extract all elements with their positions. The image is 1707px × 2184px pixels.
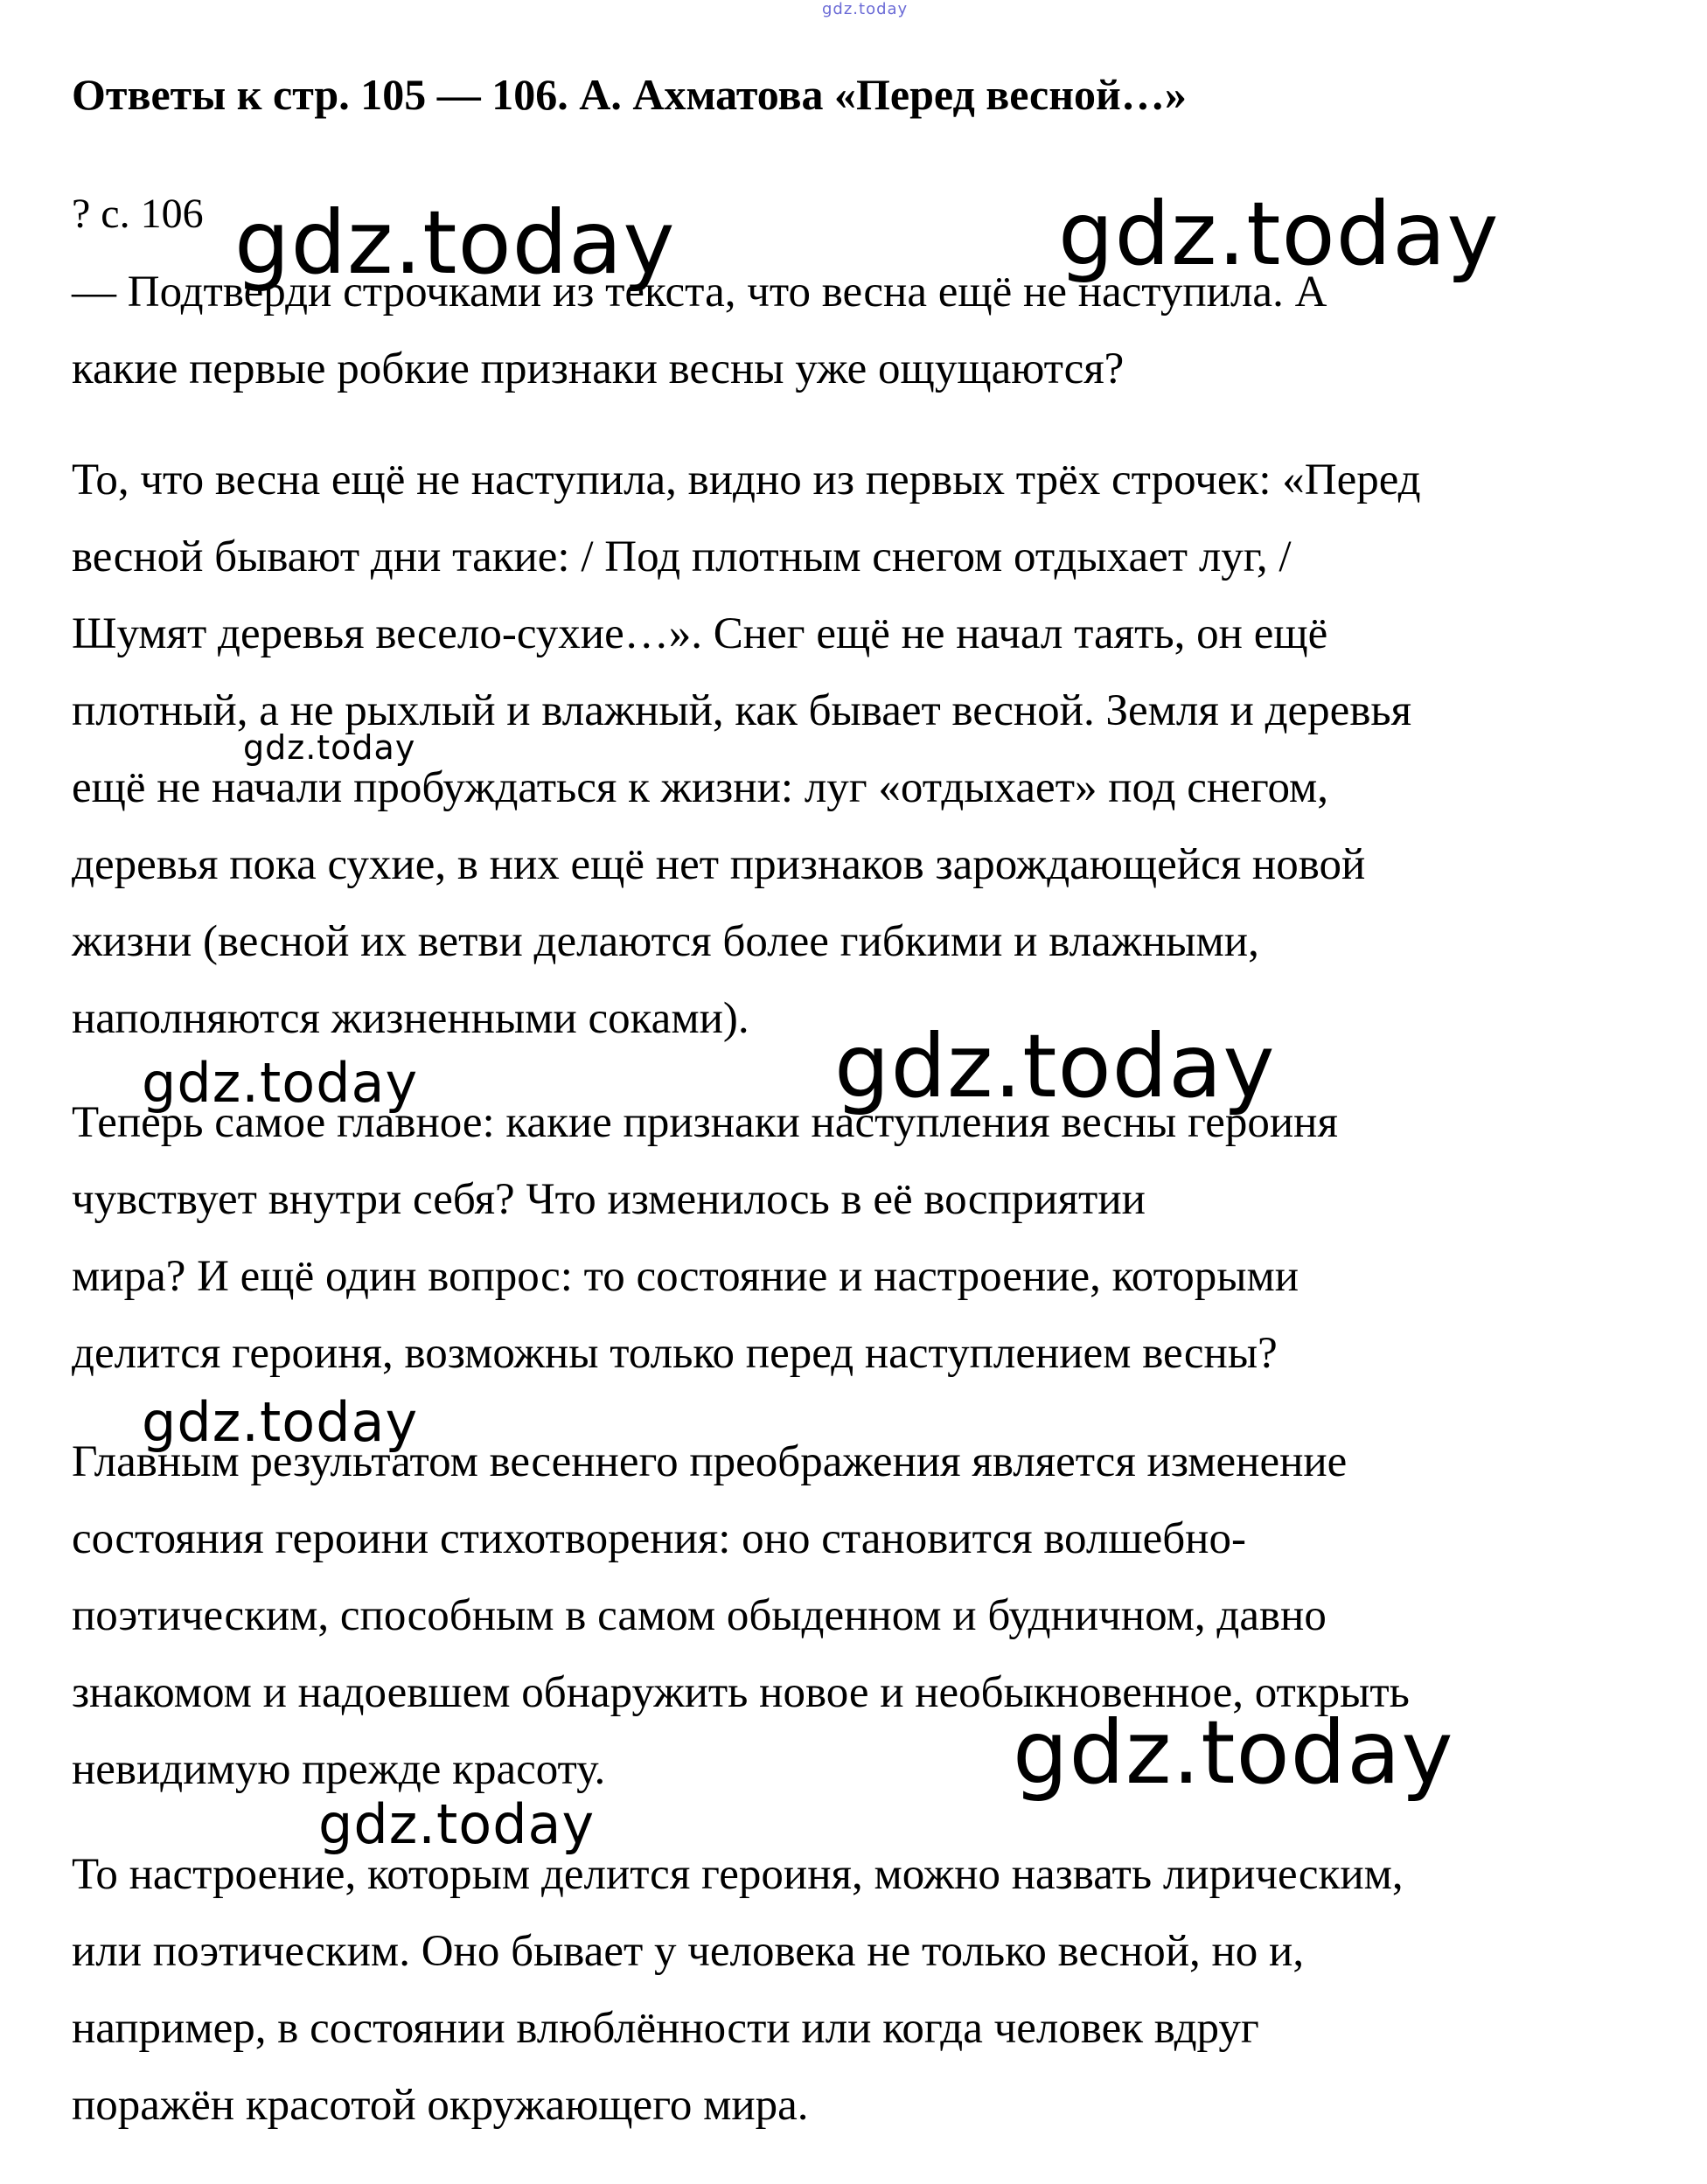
- answer-paragraph-3: [72, 1836, 1663, 2144]
- text-line: или поэтическим. Оно бывает у человека не только весной, но и,: [72, 1927, 1305, 1976]
- watermark: gdz.today: [142, 1051, 419, 1115]
- text-line: состояния героини стихотворения: оно становится волшебно-: [72, 1514, 1246, 1563]
- watermark: gdz.today: [1013, 1701, 1454, 1804]
- text-line: ещё не начали пробуждаться к жизни: луг «отдыхает» под снегом,: [72, 763, 1329, 812]
- page-reference: ? с. 106: [72, 191, 204, 237]
- watermark: gdz.today: [142, 1390, 419, 1454]
- watermark: gdz.today: [834, 1015, 1276, 1117]
- text-line: делится героиня, возможны только перед наступлением весны?: [72, 1329, 1278, 1378]
- text-line: То настроение, которым делится героиня, можно назвать лирическим,: [72, 1850, 1404, 1899]
- text-line: весной бывают дни такие: / Под плотным снегом отдыхает луг, /: [72, 532, 1292, 581]
- text-line: мира? И ещё один вопрос: то состояние и настроение, которыми: [72, 1252, 1299, 1301]
- page-title: Ответы к стр. 105 — 106. А. Ахматова «Перед весной…»: [72, 70, 1187, 119]
- text-line: жизни (весной их ветви делаются более гибкими и влажными,: [72, 917, 1259, 966]
- text-line: Главным результатом весеннего преображения является изменение: [72, 1437, 1348, 1486]
- watermark: gdz.today: [243, 728, 416, 767]
- watermark: gdz.today: [234, 191, 676, 294]
- text-line: поражён красотой окружающего мира.: [72, 2081, 809, 2130]
- text-line: например, в состоянии влюблённости или когда человек вдруг: [72, 2004, 1259, 2053]
- text-line: чувствует внутри себя? Что изменилось в её восприятии: [72, 1175, 1146, 1224]
- text-line: То, что весна ещё не наступила, видно из первых трёх строчек: «Перед: [72, 456, 1421, 504]
- text-line: плотный, а не рыхлый и влажный, как бывает весной. Земля и деревья: [72, 686, 1412, 735]
- header-watermark: gdz.today: [822, 0, 909, 18]
- text-line: знакомом и надоевшем обнаружить новое и необыкновенное, открыть: [72, 1668, 1410, 1717]
- text-line: — Подтверди строчками из текста, что весна ещё не наступила. А: [72, 268, 1327, 316]
- text-line: поэтическим, способным в самом обыденном и будничном, давно: [72, 1591, 1327, 1640]
- watermark: gdz.today: [1058, 183, 1500, 285]
- text-line: Теперь самое главное: какие признаки наступления весны героиня: [72, 1098, 1338, 1147]
- text-line: деревья пока сухие, в них ещё нет признаков зарождающейся новой: [72, 840, 1366, 889]
- text-line: Шумят деревья весело-сухие…». Снег ещё не начал таять, он ещё: [72, 609, 1328, 658]
- watermark: gdz.today: [318, 1792, 596, 1856]
- question-paragraph-2: [72, 1084, 1663, 1392]
- text-line: какие первые робкие признаки весны уже ощущаются?: [72, 344, 1125, 393]
- text-line: наполняются жизненными соками).: [72, 994, 749, 1043]
- text-line: невидимую прежде красоту.: [72, 1745, 606, 1794]
